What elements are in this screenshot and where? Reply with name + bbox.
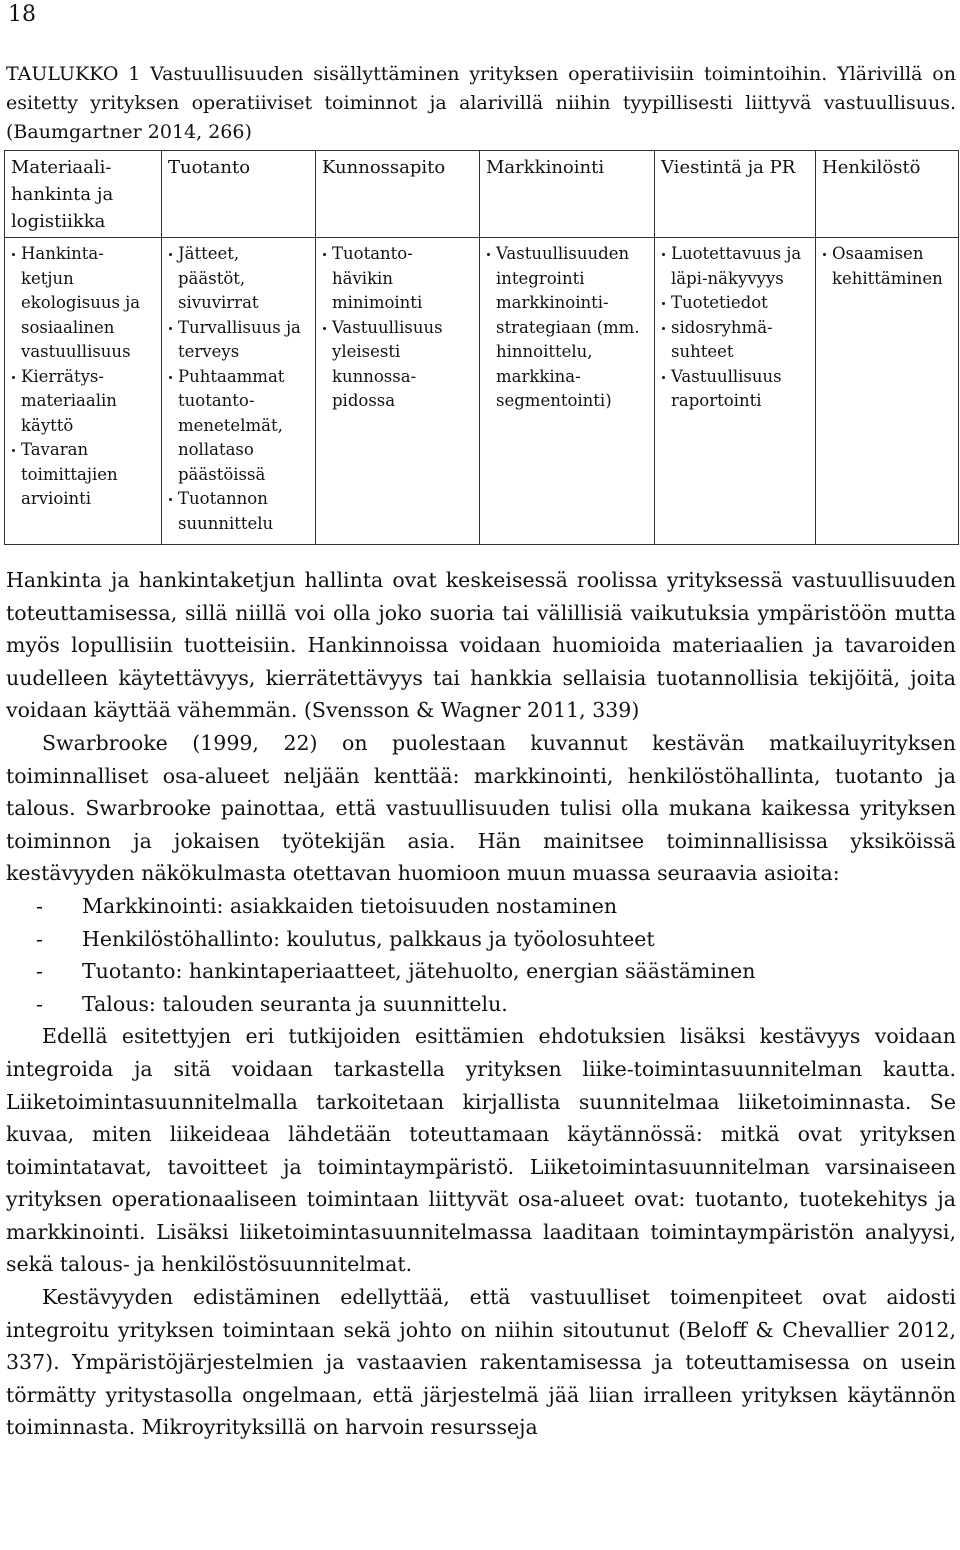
bullet-item: Hankinta-ketjun ekologisuus ja sosiaalinen vastuullisuus [11, 242, 155, 365]
table-cell [316, 238, 480, 545]
paragraph: Swarbrooke (1999, 22) on puolestaan kuvannut kestävän matkailuyrityksen toiminnalliset osa-alueet neljään kenttää: markkinointi, henkilöstöhallinta, tuotanto ja talous. Swarbrooke painottaa, että vastuullisuuden tulisi olla mukana kaikessa yrityksen toiminnon ja jokaisen työtekijän asia. Hän mainitsee toiminnallisissa yksiköissä kestävyyden näkökulmasta otettavan huomioon muun muassa seuraavia asioita: [6, 730, 956, 886]
table-cell [5, 238, 162, 545]
bullet-item: Tuotannon suunnittelu [168, 487, 309, 536]
bullet-item: sidosryhmä-suhteet [661, 316, 809, 365]
paragraph: Hankinta ja hankintaketjun hallinta ovat keskeisessä roolissa yrityksessä vastuullisuuden toteuttamisessa, sillä niillä voi olla joko suoria tai välillisiä vaikutuksia ympäristöön mutta myös lopullisiin tuotteisiin. Hankinnoissa voidaan huomioida materiaalien ja tavaroiden uudelleen käytettävyys, kierrätettävyys tai hankkia sellaisia tuotannollisia tekijöitä, joita voidaan käyttää vähemmän. (Svensson & Wagner 2011, 339) [6, 568, 956, 723]
bullet-item: Turvallisuus ja terveys [168, 316, 309, 365]
bullet-item: Kierrätys-materiaalin käyttö [11, 365, 155, 439]
paragraph: Edellä esitettyjen eri tutkijoiden esittämien ehdotuksien lisäksi kestävyys voidaan integroida ja sitä voidaan tarkastella yrityksen liike-toimintasuunnitelman kautta. Liiketoimintasuunnitelmalla tarkoitetaan kirjallista suunnitelmaa liiketoiminnasta. Se kuvaa, miten liikeideaa lähdetään toteuttamaan käytännössä: mitkä ovat yrityksen toimintatavat, tavoitteet ja toimintaympäristö. Liiketoimintasuunnitelman varsinaiseen yrityksen operationaaliseen toimintaan liittyvät osa-alueet ovat: tuotanto, tuotekehitys ja markkinointi. Lisäksi liiketoimintasuunnitelmassa laaditaan toimintaympäristön analyysi, sekä talous- ja henkilöstösuunnitelmat. [6, 1024, 956, 1277]
list-item-text: Markkinointi: asiakkaiden tietoisuuden nostaminen [82, 893, 618, 918]
table-cell [816, 238, 959, 545]
table-cell [162, 238, 316, 545]
responsibility-table [4, 150, 959, 545]
header-cell: Henkilöstö [816, 151, 959, 238]
bullet-item: Vastuullisuus yleisesti kunnossa-pidossa [322, 316, 473, 414]
table-body-row [5, 238, 959, 545]
bullet-item: Vastuullisuus raportointi [661, 365, 809, 414]
list-item: - Markkinointi: asiakkaiden tietoisuuden nostaminen [6, 890, 956, 923]
page-number: 18 [8, 2, 36, 27]
header-cell: Tuotanto [162, 151, 316, 238]
bullet-item: Tuotanto-hävikin minimointi [322, 242, 473, 316]
list-item: - Talous: talouden seuranta ja suunnittelu. [6, 988, 956, 1021]
bullet-item: Tavaran toimittajien arviointi [11, 438, 155, 512]
table-cell [480, 238, 655, 545]
body-text [6, 564, 956, 1444]
bullet-item: Luotettavuus ja läpi-näkyvyys [661, 242, 809, 291]
header-cell: Viestintä ja PR [655, 151, 816, 238]
paragraph: Kestävyyden edistäminen edellyttää, että vastuulliset toimenpiteet ovat aidosti integroitu yrityksen toimintaan sekä johto on niihin sitoutunut (Beloff & Chevallier 2012, 337). Ympäristöjärjestelmien ja vastaavien rakentamisessa ja toteuttamisessa on usein törmätty yritystasolla ongelmaan, että järjestelmä jää liian irralleen yrityksen käytännön toiminnasta. Mikroyrityksillä on harvoin resursseja [6, 1285, 956, 1440]
list-item-text: Tuotanto: hankintaperiaatteet, jätehuolto, energian säästäminen [82, 959, 756, 984]
table-cell [655, 238, 816, 545]
bullet-item: Puhtaammat tuotanto-menetelmät, nollataso päästöissä [168, 365, 309, 488]
header-cell: Materiaali-hankinta ja logistiikka [5, 151, 162, 238]
table-header-row [5, 151, 959, 238]
list-item: - Tuotanto: hankintaperiaatteet, jätehuolto, energian säästäminen [6, 955, 956, 988]
list-item-text: Henkilöstöhallinto: koulutus, palkkaus ja työolosuhteet [82, 926, 655, 951]
bullet-item: Tuotetiedot [661, 291, 809, 316]
bullet-item: Osaamisen kehittäminen [822, 242, 952, 291]
list-item-text: Talous: talouden seuranta ja suunnittelu. [82, 991, 508, 1016]
list-item: - Henkilöstöhallinto: koulutus, palkkaus ja työolosuhteet [6, 923, 956, 956]
header-cell: Markkinointi [480, 151, 655, 238]
bullet-item: Vastuullisuuden integrointi markkinointi-strategiaan (mm. hinnoittelu, markkina-segmentointi) [486, 242, 648, 414]
bullet-item: Jätteet, päästöt, sivuvirrat [168, 242, 309, 316]
table-caption: TAULUKKO 1 Vastuullisuuden sisällyttäminen yrityksen operatiivisiin toimintoihin. Ylärivillä on esitetty yrityksen operatiiviset toiminnot ja alarivillä niihin tyypillisesti liittyvä vastuullisuus. (Baumgartner 2014, 266) [6, 63, 956, 143]
header-cell: Kunnossapito [316, 151, 480, 238]
